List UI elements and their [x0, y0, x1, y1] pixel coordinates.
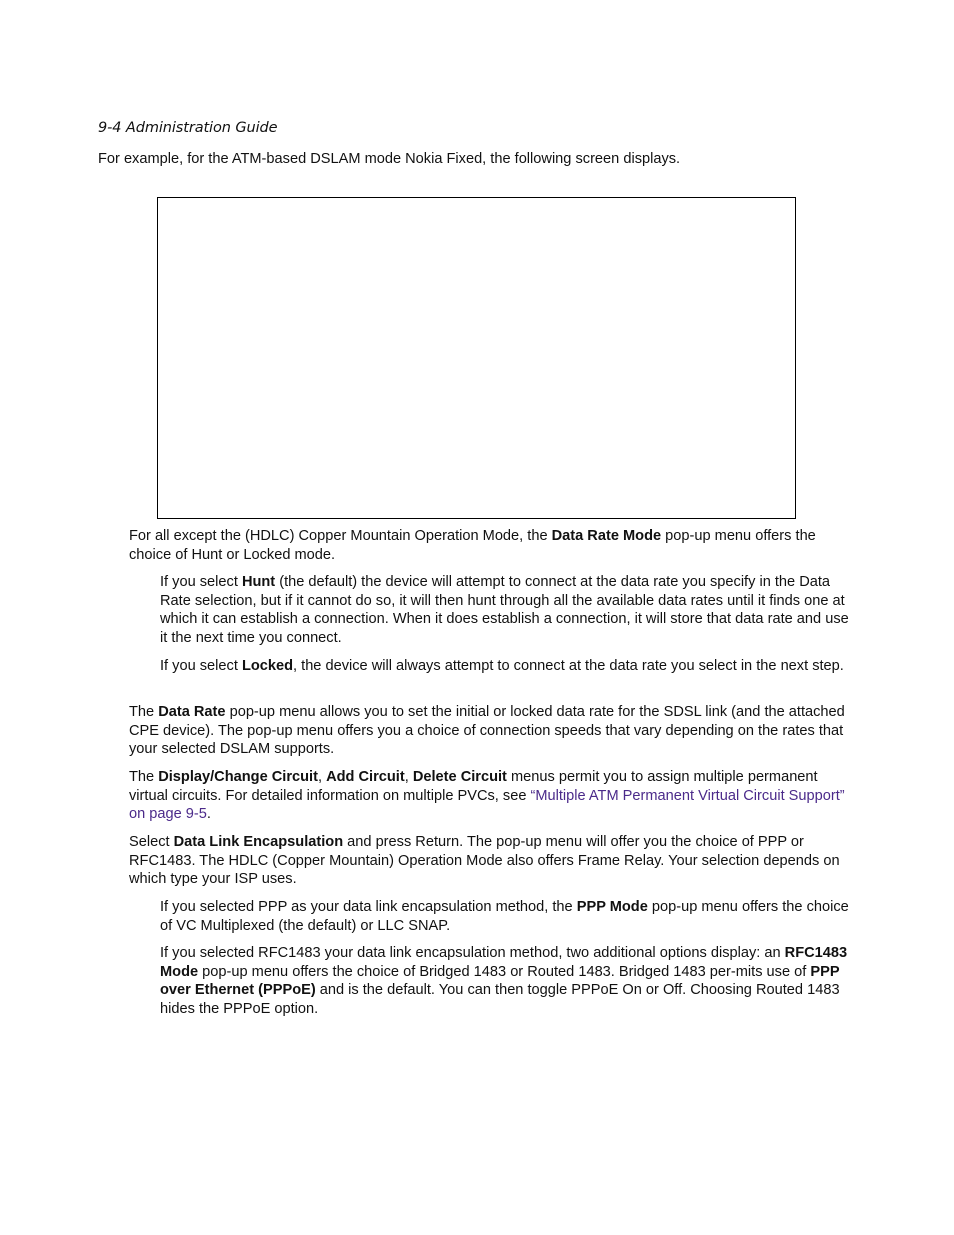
running-header: 9-4 Administration Guide [98, 120, 278, 136]
rfc1483-paragraph: If you selected RFC1483 your data link encapsulation method, two additional options display: an RFC1483 Mode pop-up menu offers the choice of Bridged 1483 or Routed 1483. Bridged 1483 per-mits use of PPP over Ethernet (PPPoE) and is the default. You can then toggle PPPoE On or Off. Choosing Routed 1483 hides the PPPoE option. [160, 945, 848, 1017]
term-add-circuit: Add Circuit [326, 769, 405, 785]
term-data-rate-mode: Data Rate Mode [551, 528, 662, 544]
hunt-paragraph: If you select Hunt (the default) the device will attempt to connect at the data rate you specify in the Data Rate selection, but if it cannot do so, it will then hunt through all the available data rates until it finds one at which it can establish a connection. When it does establish a connection, it will store that data rate and use it the next time you connect. [160, 574, 849, 646]
encapsulation-paragraph: Select Data Link Encapsulation and press Return. The pop-up menu will offer you the choice of PPP or RFC1483. The HDLC (Copper Mountain) Operation Mode also offers Frame Relay. Your selection depends on which type your ISP uses. [129, 834, 840, 887]
screenshot-placeholder-frame [157, 197, 796, 519]
locked-paragraph: If you select Locked, the device will always attempt to connect at the data rate you select in the next step. [160, 658, 844, 674]
term-delete-circuit: Delete Circuit [412, 769, 507, 785]
data-rate-mode-paragraph: For all except the (HDLC) Copper Mountain Operation Mode, the Data Rate Mode pop-up menu offers the choice of Hunt or Locked mode. [129, 528, 816, 563]
ppp-mode-paragraph: If you selected PPP as your data link encapsulation method, the PPP Mode pop-up menu offers the choice of VC Multiplexed (the default) or LLC SNAP. [160, 899, 849, 934]
data-rate-paragraph: The Data Rate pop-up menu allows you to set the initial or locked data rate for the SDSL link (and the attached CPE device). The pop-up menu offers you a choice of connection speeds that vary depending on the rates that your selected DSLAM supports. [129, 704, 845, 757]
term-locked: Locked [241, 658, 294, 674]
pvc-cross-reference-link[interactable]: “Multiple ATM Permanent Virtual Circuit Support” on page 9-5 [129, 787, 845, 822]
term-pppoe: PPP over Ethernet (PPPoE) [160, 963, 840, 998]
term-data-rate: Data Rate [158, 704, 226, 720]
circuit-menus-paragraph: The Display/Change Circuit, Add Circuit, Delete Circuit menus permit you to assign multiple permanent virtual circuits. For detailed information on multiple PVCs, see “Multiple ATM Permanent Virtual Circuit Support” on page 9-5. [129, 769, 845, 822]
term-hunt: Hunt [241, 574, 276, 590]
term-display-change-circuit: Display/Change Circuit [158, 769, 318, 785]
term-ppp-mode: PPP Mode [576, 899, 648, 915]
intro-paragraph: For example, for the ATM-based DSLAM mode Nokia Fixed, the following screen displays. [98, 151, 681, 167]
term-data-link-encapsulation: Data Link Encapsulation [173, 834, 344, 850]
term-rfc1483-mode: RFC1483 Mode [160, 945, 848, 980]
